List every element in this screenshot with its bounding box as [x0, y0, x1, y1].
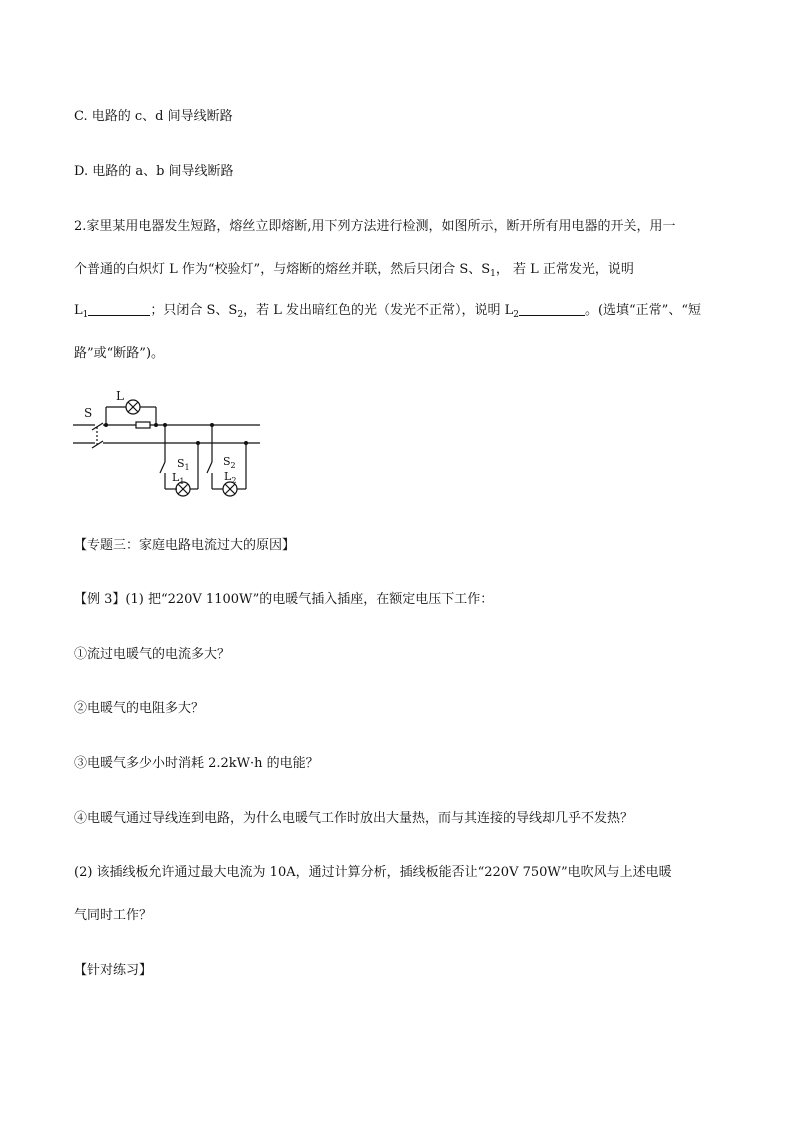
- label-S1: $S_1$: [177, 457, 190, 472]
- example-3-part-2-line-1: (2) 该插线板允许通过最大电流为 10A，通过计算分析，插线板能否让“220V 750W”电吹风与上述电暖: [74, 865, 672, 880]
- q2-text: 。(选填“正常”、“短: [584, 303, 701, 318]
- example-3-question-4: ④电暖气通过导线连到电路，为什么电暖气工作时放出大量热，而与其连接的导线却几乎不发热？: [74, 811, 634, 826]
- junction-dot: [196, 441, 200, 445]
- q2-subscript: 2: [237, 310, 244, 320]
- q2-text: ， 若 L 正常发光，说明: [495, 262, 634, 277]
- question-2-line-1: 2.家里某用电器发生短路，熔丝立即熔断,用下列方法进行检测，如图所示，断开所有用电器的开关，用一: [74, 219, 676, 234]
- circuit-diagram: [70, 385, 270, 505]
- junction-dot: [104, 423, 108, 427]
- example-3-part-2-line-2: 气同时工作？: [74, 908, 153, 923]
- label-L1: $L_1$: [172, 471, 185, 486]
- question-2-line-3: [74, 302, 701, 324]
- q2-text: L: [74, 303, 83, 318]
- question-2-line-4: 路”或“断路”)。: [74, 346, 165, 361]
- label-L2: $L_2$: [224, 470, 237, 485]
- example-3-question-2: ②电暖气的电阻多大？: [74, 701, 205, 716]
- answer-blank-2[interactable]: [519, 303, 585, 316]
- example-3-intro: 【例 3】(1) 把“220V 1100W”的电暖气插入插座，在额定电压下工作：: [74, 592, 494, 607]
- q2-text: ；只闭合 S、S: [150, 303, 238, 318]
- junction-dot: [163, 423, 167, 427]
- answer-blank-1[interactable]: [88, 303, 150, 316]
- junction-dot: [244, 441, 248, 445]
- label-L: L: [116, 389, 124, 403]
- option-c: C. 电路的 c、d 间导线断路: [74, 109, 233, 124]
- example-3-question-1: ①流过电暖气的电流多大？: [74, 647, 231, 662]
- junction-dot: [154, 423, 158, 427]
- q2-text: 个普通的白炽灯 L 作为“校验灯”，与熔断的熔丝并联，然后只闭合 S、S: [74, 262, 491, 277]
- example-3-question-3: ③电暖气多少小时消耗 2.2kW·h 的电能？: [74, 756, 319, 771]
- switch-S1-blade: [160, 462, 165, 473]
- q2-text: ，若 L 发出暗红色的光（发光不正常），说明 L: [243, 303, 514, 318]
- label-S2: $S_2$: [223, 455, 236, 470]
- switch-S2-blade: [207, 462, 212, 473]
- label-S: S: [84, 406, 93, 420]
- question-2-line-2: [74, 261, 634, 283]
- fuse: [136, 422, 150, 428]
- junction-dot: [210, 423, 214, 427]
- q2-subscript: 1: [490, 269, 496, 279]
- option-d: D. 电路的 a、b 间导线断路: [74, 164, 234, 179]
- q2-subscript: 1: [82, 310, 89, 320]
- q2-subscript: 2: [513, 310, 519, 320]
- topic-3-heading: 【专题三：家庭电路电流过大的原因】: [74, 538, 296, 553]
- practice-heading: 【针对练习】: [74, 963, 153, 978]
